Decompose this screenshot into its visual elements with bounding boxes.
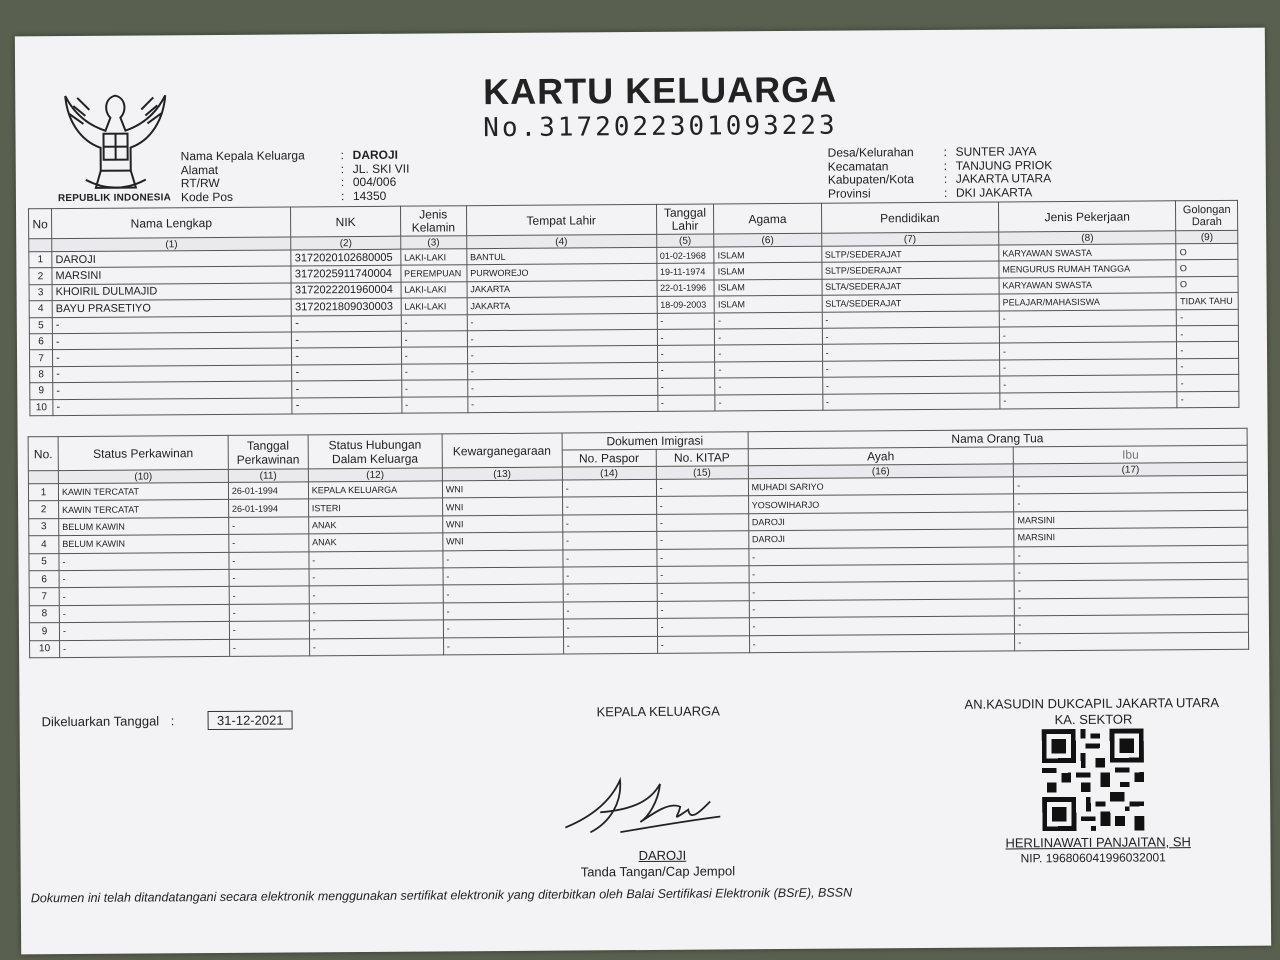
table1-cell: ISLAM bbox=[714, 295, 821, 312]
table1-cell: - bbox=[715, 328, 822, 345]
table1-header: Pendidikan bbox=[821, 202, 999, 233]
table1-cell: MARSINI bbox=[52, 266, 291, 284]
document-title: KARTU KELUARGA bbox=[483, 68, 838, 113]
table2-cell: - bbox=[562, 497, 656, 515]
table2-cell: - bbox=[443, 619, 563, 637]
table1-cell: 4 bbox=[29, 301, 52, 318]
table1-cell: - bbox=[822, 393, 1000, 411]
table2-cell: - bbox=[656, 514, 748, 532]
header-row-kelurahan: Desa/Kelurahan : SUNTER JAYA bbox=[827, 144, 1037, 160]
table1-cell: KHOIRIL DULMAJID bbox=[52, 283, 291, 301]
table2-cell: - bbox=[59, 569, 229, 588]
table2-cell: - bbox=[229, 517, 309, 535]
table1-cell: SLTP/SEDERAJAT bbox=[821, 245, 999, 263]
table2-header: Ibu bbox=[1013, 445, 1247, 464]
table2-cell: - bbox=[309, 637, 443, 655]
table2-header: Ayah bbox=[748, 447, 1014, 466]
table1-cell: - bbox=[1177, 374, 1239, 391]
table2-cell: 4 bbox=[29, 536, 59, 554]
table1-cell: - bbox=[402, 396, 468, 413]
table2-cell: - bbox=[1014, 562, 1248, 581]
table1-cell: - bbox=[822, 376, 1000, 394]
table2-cell: - bbox=[657, 548, 749, 566]
table1-cell: - bbox=[467, 362, 657, 380]
table1-cell: KARYAWAN SWASTA bbox=[999, 244, 1177, 262]
table1-cell: - bbox=[657, 345, 715, 362]
table2-cell: - bbox=[656, 531, 748, 549]
table2-cell: - bbox=[657, 600, 749, 618]
table2-cell: - bbox=[1014, 545, 1248, 564]
header-left bbox=[181, 149, 410, 205]
table2-cell: - bbox=[59, 604, 229, 623]
table2-cell: 2 bbox=[29, 501, 59, 519]
table1-cell: - bbox=[292, 380, 401, 397]
table2-cell: - bbox=[229, 586, 309, 604]
table2-cell: - bbox=[657, 583, 749, 601]
table1-cell: - bbox=[999, 309, 1177, 327]
table2-cell: - bbox=[562, 479, 656, 497]
table2-cell: - bbox=[563, 549, 657, 567]
table1-cell: LAKI-LAKI bbox=[400, 249, 466, 266]
table2-cell: - bbox=[563, 619, 657, 637]
table2-cell: DAROJI bbox=[748, 512, 1014, 531]
table2-cell: - bbox=[309, 550, 443, 568]
table2-cell: - bbox=[749, 633, 1015, 652]
table1-cell: LAKI-LAKI bbox=[401, 298, 467, 315]
table2-cell: - bbox=[749, 581, 1015, 600]
table2-cell: - bbox=[657, 566, 749, 584]
table1-cell: DAROJI bbox=[52, 250, 291, 268]
table2-header: Nama Orang Tua bbox=[748, 428, 1248, 448]
table1-column-numbers: (1) (2) (3) (4) (5) (6) (7) (8) (9) bbox=[29, 230, 1238, 251]
table1-cell: 3172020102680005 bbox=[291, 249, 400, 266]
table1-cell: - bbox=[1000, 375, 1178, 393]
table2-cell: - bbox=[60, 639, 230, 658]
table1-cell: - bbox=[657, 395, 715, 412]
table2-cell: 6 bbox=[29, 571, 59, 589]
table1-cell: SLTA/SEDERAJAT bbox=[822, 294, 1000, 312]
electronic-signature-disclaimer: Dokumen ini telah ditandatangani secara elektronik menggunakan sertifikat elektronik yang diterbitkan oleh Balai Sertifikasi Elektronik (BSrE), BSSN bbox=[30, 885, 853, 906]
table1-cell: 9 bbox=[30, 383, 53, 400]
table1-cell: - bbox=[1177, 342, 1239, 359]
table1-cell: - bbox=[715, 312, 822, 329]
table2-cell: - bbox=[562, 514, 656, 532]
table2-cell: 1 bbox=[28, 484, 58, 502]
table1-cell: - bbox=[1000, 391, 1178, 409]
table2-cell: - bbox=[229, 551, 309, 569]
table2-cell: YOSOWIHARJO bbox=[748, 494, 1014, 513]
table2-cell: - bbox=[657, 635, 749, 653]
table2-cell: - bbox=[443, 602, 563, 620]
table1-cell: O bbox=[1176, 276, 1238, 293]
table2-cell: MARSINI bbox=[1014, 510, 1248, 529]
issued-separator: : bbox=[170, 713, 175, 729]
table2-cell: - bbox=[748, 546, 1014, 565]
table1-cell: - bbox=[53, 365, 292, 383]
table1-cell: - bbox=[468, 395, 658, 413]
emblem-caption: REPUBLIK INDONESIA bbox=[57, 192, 172, 205]
header-row-nama: Nama Kepala Keluarga : DAROJI bbox=[180, 147, 399, 164]
table1-cell: - bbox=[401, 331, 467, 348]
table2-cell: - bbox=[1014, 493, 1248, 512]
table1-cell: 1 bbox=[29, 252, 52, 269]
table1-cell: BANTUL bbox=[467, 247, 657, 265]
marital-status-table bbox=[28, 428, 1250, 658]
table2-cell: - bbox=[59, 587, 229, 606]
table2-cell: MUHADI SARIYO bbox=[748, 477, 1014, 496]
table1-header: Golongan Darah bbox=[1176, 200, 1238, 230]
table1-cell: PURWOREJO bbox=[467, 264, 657, 282]
table2-cell: - bbox=[309, 603, 443, 621]
table2-cell: 9 bbox=[29, 623, 59, 641]
table2-cell: - bbox=[309, 568, 443, 586]
family-card-document bbox=[15, 28, 1271, 955]
table2-header: No. Paspor bbox=[562, 449, 656, 467]
table2-cell: WNI bbox=[442, 480, 562, 498]
table1-cell: - bbox=[822, 360, 1000, 378]
table1-cell: - bbox=[401, 380, 467, 397]
table1-cell: - bbox=[822, 311, 1000, 329]
table1-cell: BAYU PRASETIYO bbox=[52, 299, 291, 317]
table1-cell: 22-01-1996 bbox=[657, 280, 715, 297]
table1-cell: - bbox=[1177, 309, 1239, 326]
table2-header: No. KITAP bbox=[656, 449, 748, 467]
table1-cell: 8 bbox=[30, 366, 53, 383]
table1-cell: - bbox=[657, 378, 715, 395]
table1-cell: - bbox=[292, 364, 401, 381]
table2-header: No. bbox=[28, 437, 58, 471]
table1-cell: - bbox=[822, 343, 1000, 361]
table1-cell: - bbox=[1177, 358, 1239, 375]
table1-cell: JAKARTA bbox=[467, 280, 657, 298]
table2-cell: - bbox=[563, 566, 657, 584]
table2-cell: - bbox=[656, 496, 748, 514]
table1-cell: - bbox=[657, 329, 715, 346]
table1-cell: - bbox=[53, 348, 292, 366]
table2-cell: - bbox=[749, 599, 1015, 618]
table2-header: Dokumen Imigrasi bbox=[562, 432, 748, 450]
header-row-provinsi: Provinsi : DKI JAKARTA bbox=[827, 184, 1033, 201]
table2-cell: KAWIN TERCATAT bbox=[59, 500, 229, 519]
table2-column-numbers: (10) (11) (12) (13) (14) (15) (16) (17) bbox=[28, 462, 1247, 484]
table2-cell: - bbox=[1015, 597, 1249, 616]
table1-cell: 01-02-1968 bbox=[656, 247, 714, 264]
table1-header: Agama bbox=[714, 203, 821, 234]
table1-cell: - bbox=[657, 313, 715, 330]
table2-cell: - bbox=[229, 569, 309, 587]
table1-cell: - bbox=[401, 363, 467, 380]
table2-cell: - bbox=[443, 567, 563, 585]
table1-cell: - bbox=[292, 348, 401, 365]
table1-cell: MENGURUS RUMAH TANGGA bbox=[999, 260, 1177, 278]
table1-cell: - bbox=[657, 362, 715, 379]
table2-cell: - bbox=[443, 637, 563, 655]
table2-cell: - bbox=[309, 620, 443, 638]
table1-cell: SLTP/SEDERAJAT bbox=[821, 261, 999, 279]
table1-cell: LAKI-LAKI bbox=[401, 282, 467, 299]
table2-cell: - bbox=[1015, 632, 1249, 651]
table1-cell: JAKARTA bbox=[467, 297, 657, 315]
table2-cell: 26-01-1994 bbox=[228, 482, 308, 500]
kepala-caption: Tanda Tangan/Cap Jempol bbox=[580, 863, 736, 880]
table1-cell: 6 bbox=[29, 334, 52, 351]
table2-header: Tanggal Perkawinan bbox=[228, 435, 308, 470]
table2-cell: WNI bbox=[443, 532, 563, 550]
table1-cell: TIDAK TAHU bbox=[1177, 293, 1239, 310]
table1-cell: - bbox=[1000, 359, 1178, 377]
issued-label: Dikeluarkan Tanggal bbox=[41, 713, 160, 730]
table1-cell: 3172025911740004 bbox=[291, 266, 400, 283]
table2-cell: - bbox=[1014, 475, 1248, 494]
table1-cell: - bbox=[53, 381, 292, 399]
issued-date: 31-12-2021 bbox=[208, 710, 293, 730]
table1-cell: - bbox=[292, 331, 401, 348]
table1-cell: - bbox=[467, 329, 657, 347]
table1-cell: - bbox=[1177, 325, 1239, 342]
table2-cell: - bbox=[563, 636, 657, 654]
table1-cell: KARYAWAN SWASTA bbox=[999, 277, 1177, 295]
table1-cell: 3172021809030003 bbox=[292, 298, 401, 315]
table1-cell: - bbox=[715, 394, 822, 411]
table1-cell: 3 bbox=[29, 284, 52, 301]
kepala-label: KEPALA KELUARGA bbox=[596, 703, 720, 720]
table1-header: Nama Lengkap bbox=[52, 207, 292, 239]
table2-cell: 10 bbox=[30, 640, 60, 658]
table2-cell: BELUM KAWIN bbox=[59, 535, 229, 554]
table1-cell: O bbox=[1176, 243, 1238, 260]
table2-cell: - bbox=[749, 616, 1015, 635]
table1-cell: - bbox=[52, 316, 291, 334]
kepala-name: DAROJI bbox=[638, 847, 687, 864]
table1-cell: PELAJAR/MAHASISWA bbox=[999, 293, 1177, 311]
table2-cell: ANAK bbox=[309, 533, 443, 551]
table2-cell: - bbox=[443, 550, 563, 568]
table1-cell: ISLAM bbox=[714, 246, 821, 263]
issued-date-block bbox=[42, 710, 293, 731]
header-row-rtrw: RT/RW : 004/006 bbox=[180, 174, 397, 191]
table2-cell: WNI bbox=[442, 497, 562, 515]
table2-cell: - bbox=[229, 604, 309, 622]
table2-cell: KAWIN TERCATAT bbox=[58, 482, 228, 501]
table1-header: Tanggal Lahir bbox=[656, 204, 714, 234]
header-row-kodepos: Kode Pos : 14350 bbox=[180, 188, 387, 204]
table2-cell: ANAK bbox=[308, 516, 442, 534]
official-nip: NIP. 196806041996032001 bbox=[1020, 850, 1166, 866]
header-right bbox=[828, 145, 1053, 201]
header-row-alamat: Alamat : JL. SKI VII bbox=[180, 161, 410, 177]
family-members-table bbox=[28, 200, 1239, 416]
table2-cell: KEPALA KELUARGA bbox=[308, 481, 442, 499]
table2-cell: - bbox=[656, 479, 748, 497]
table2-cell: - bbox=[657, 618, 749, 636]
table2-cell: MARSINI bbox=[1014, 527, 1248, 546]
table2-cell: - bbox=[749, 564, 1015, 583]
table1-header: NIK bbox=[291, 206, 401, 237]
table1-cell: - bbox=[467, 313, 657, 331]
table1-header: No bbox=[29, 209, 52, 239]
table2-header: Status Hubungan Dalam Keluarga bbox=[308, 434, 442, 469]
table2-cell: - bbox=[563, 601, 657, 619]
table2-cell: ISTERI bbox=[308, 498, 442, 516]
table2-cell: 5 bbox=[29, 553, 59, 571]
table1-cell: - bbox=[53, 397, 292, 415]
table2-header: Status Perkawinan bbox=[58, 435, 228, 470]
table2-cell: 7 bbox=[29, 588, 59, 606]
table2-cell: - bbox=[309, 585, 443, 603]
table1-cell: 18-09-2003 bbox=[657, 296, 715, 313]
table1-cell: PEREMPUAN bbox=[401, 265, 467, 282]
table2-cell: BELUM KAWIN bbox=[59, 517, 229, 536]
table1-header: Jenis Kelamin bbox=[400, 206, 466, 236]
signature-icon bbox=[560, 771, 730, 842]
table1-cell: - bbox=[1177, 391, 1239, 408]
table1-cell: - bbox=[999, 326, 1177, 344]
table1-cell: 7 bbox=[30, 350, 53, 367]
table2-cell: - bbox=[229, 638, 309, 656]
table2-cell: - bbox=[1015, 614, 1249, 633]
table1-cell: 19-11-1974 bbox=[656, 263, 714, 280]
table1-header: Jenis Pekerjaan bbox=[998, 201, 1176, 232]
table2-cell: - bbox=[59, 552, 229, 571]
table1-cell: - bbox=[401, 347, 467, 364]
table1-cell: - bbox=[715, 377, 822, 394]
table1-cell: - bbox=[999, 342, 1177, 360]
official-name: HERLINAWATI PANJAITAN, SH bbox=[1005, 834, 1191, 851]
table2-cell: WNI bbox=[442, 515, 562, 533]
table1-cell: 3172022201960004 bbox=[291, 282, 400, 299]
header-row-kabupaten: Kabupaten/Kota : JAKARTA UTARA bbox=[827, 171, 1052, 187]
table1-cell: 5 bbox=[29, 317, 52, 334]
table2-cell: 8 bbox=[29, 605, 59, 623]
qr-code-icon bbox=[1042, 729, 1145, 832]
table1-cell: - bbox=[467, 379, 657, 397]
table1-cell: ISLAM bbox=[714, 263, 821, 280]
table1-cell: - bbox=[292, 315, 401, 332]
table2-cell: - bbox=[229, 621, 309, 639]
table1-cell: - bbox=[401, 314, 467, 331]
table1-cell: - bbox=[52, 332, 291, 350]
table2-cell: - bbox=[1014, 580, 1248, 599]
table1-cell: - bbox=[715, 345, 822, 362]
table1-cell: 10 bbox=[30, 399, 53, 416]
table2-cell: DAROJI bbox=[748, 529, 1014, 548]
table2-header: Kewarganegaraan bbox=[442, 433, 562, 468]
table1-header: Tempat Lahir bbox=[466, 204, 656, 235]
table1-cell: ISLAM bbox=[714, 279, 821, 296]
table2-cell: - bbox=[229, 534, 309, 552]
official-subtitle: KA. SEKTOR bbox=[1054, 711, 1133, 728]
table1-cell: 2 bbox=[29, 268, 52, 285]
table2-cell: - bbox=[59, 622, 229, 641]
table1-cell: - bbox=[822, 327, 1000, 345]
table2-cell: - bbox=[562, 532, 656, 550]
table1-cell: - bbox=[292, 397, 401, 414]
header-row-kecamatan: Kecamatan : TANJUNG PRIOK bbox=[827, 157, 1053, 174]
table2-cell: 26-01-1994 bbox=[228, 499, 308, 517]
table1-cell: - bbox=[467, 346, 657, 364]
table2-cell: - bbox=[563, 584, 657, 602]
official-title: AN.KASUDIN DUKCAPIL JAKARTA UTARA bbox=[964, 694, 1220, 712]
table1-cell: O bbox=[1176, 260, 1238, 277]
table2-cell: - bbox=[443, 584, 563, 602]
document-number: No.3172022301093223 bbox=[483, 110, 838, 144]
table1-cell: - bbox=[715, 361, 822, 378]
table2-cell: 3 bbox=[29, 518, 59, 536]
table1-cell: SLTA/SEDERAJAT bbox=[822, 278, 1000, 296]
